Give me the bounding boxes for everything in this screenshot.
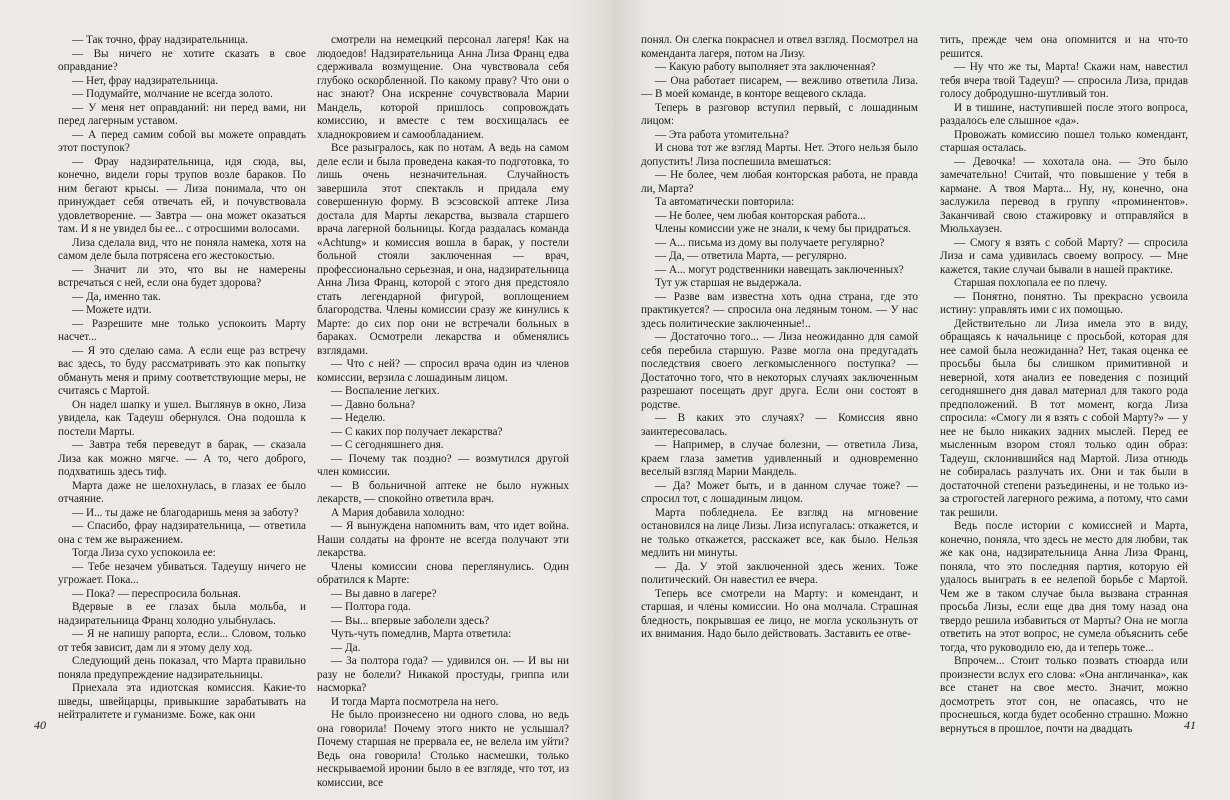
paragraph: — У меня нет оправданий: ни перед вами, ни перед лагерным уставом. (58, 101, 306, 127)
page-number-left: 40 (34, 718, 46, 732)
paragraph: Вдервые в ее глазах была мольба, и надзирательница Франц холодно улыбнулась. (58, 601, 306, 627)
paragraph: — В каких это случаях? — Комиссия явно заинтересовалась. (641, 412, 918, 438)
paragraph: — Не более, чем любая конторская работа, не правда ли, Марта? (641, 169, 918, 195)
paragraph: Он надел шапку и ушел. Выглянув в окно, Лиза увидела, как Тадеуш обернулся. Она подошла к постели Марты. (58, 398, 306, 438)
paragraph: Провожать комиссию пошел только комендант, старшая осталась. (940, 128, 1188, 154)
paragraph: — Воспаление легких. (331, 385, 440, 397)
paragraph: — Неделю. (331, 412, 386, 424)
paragraph: Тут уж старшая не выдержала. (655, 277, 802, 289)
paragraph: — А... могут родственники навещать заключенных? (655, 263, 904, 276)
paragraph: — Например, в случае болезни, — ответила Лиза, краем глаза заметив удивленный и одновременно веселый взгляд Марии Мандель. (641, 439, 918, 478)
paragraph: — Так точно, фрау надзирательница. (72, 34, 248, 46)
paragraph: — Вы... впервые заболели здесь? (331, 614, 490, 627)
paragraph: — За полтора года? — удивился он. — И вы ни разу не болели? Никакой простуды, гриппа или насморка? (317, 655, 569, 694)
paragraph: — А перед самим собой вы можете оправдать этот поступок? (58, 128, 306, 154)
paragraph: — И... ты даже не благодаришь меня за заботу? (72, 506, 299, 519)
paragraph: — Понятно, понятно. Ты прекрасно усвоила истину: управлять ими с их помощью. (940, 290, 1188, 316)
paragraph: — Завтра тебя переведут в барак, — сказала Лиза как можно мягче. — А то, чего доброго, подхватишь здесь тиф. (58, 439, 306, 478)
paragraph: И снова тот же взгляд Марты. Нет. Этого нельзя было допустить! Лиза поспешила вмешаться: (641, 142, 918, 168)
paragraph: — Да, — ответила Марта, — регулярно. (655, 250, 847, 262)
paragraph: И тогда Марта посмотрела на него. (331, 695, 499, 708)
paragraph: Старшая похлопала ее по плечу. (954, 277, 1108, 289)
paragraph: — Вы давно в лагере? (331, 587, 437, 600)
paragraph: — Полтора года. (331, 601, 411, 613)
paragraph: — Разве вам известна хоть одна страна, где это практикуется? — спросила она ледяным тоном. — У нас здесь политические заключенные!.. (641, 290, 918, 330)
paragraph: — Я это сделаю сама. А если еще раз встречу вас здесь, то буду рассматривать это как попытку обмануть меня и приму соответствующие меры, не считаясь с Мартой. (58, 344, 306, 397)
paragraph: Марта даже не шелохнулась, в глазах ее было отчаяние. (58, 479, 306, 505)
paragraph: — Пока? — переспросила больная. (72, 587, 241, 600)
paragraph: А Мария добавила холодно: (331, 506, 465, 519)
paragraph: Марта побледнела. Ее взгляд на мгновение остановился на лице Лизы. Лиза испугалась: откажется, и не только откажется, расскажет все, как было. Нельзя медлить ни минуты. (641, 506, 918, 559)
paragraph: — Да? Может быть, и в данном случае тоже? — спросил тот, с лошадиным лицом. (641, 479, 918, 505)
paragraph: Лиза сделала вид, что не поняла намека, хотя на самом деле была потрясена его жестокостью. (58, 236, 306, 262)
paragraph: — Нет, фрау надзирательница. (72, 74, 219, 87)
paragraph: тить, прежде чем она опомнится и на что-то решится. (940, 34, 1188, 60)
paragraph: — Да. У этой заключенной здесь жених. Тоже политический. Он навестил ее вчера. (641, 560, 918, 586)
paragraph: смотрели на немецкий персонал лагеря! Как на людоедов! Надзирательница Анна Лиза Франц едва сдерживала возмущение. Она чувствовала себя глубоко оскорбленной. По какому праву? Что они о нас знают? Она искренне сочувствовала Марии Мандель, которой пришлось сопровождать комиссию, и вместе с тем восхищалась ее хладнокровием и самообладанием. (317, 34, 569, 141)
right-page (613, 0, 1230, 800)
paragraph: — Ну что же ты, Марта! Скажи нам, навестил тебя вчера твой Тадеуш? — спросила Лиза, придав голосу добродушно-шутливый тон. (940, 61, 1188, 100)
left-column-2 (317, 34, 569, 789)
paragraph: — Подумайте, молчание не всегда золото. (72, 88, 273, 100)
paragraph: — А... письма из дому вы получаете регулярно? (655, 236, 885, 249)
right-column-1 (641, 34, 918, 724)
paragraph: — Спасибо, фрау надзирательница, — ответила она с тем же выражением. (58, 520, 306, 546)
left-page (0, 0, 613, 800)
paragraph: — Фрау надзирательница, идя сюда, вы, конечно, видели горы трупов возле бараков. По ним бегают крысы. — Лиза понимала, что он принуждает себя отвечать ей, и почувствовала удовлетворение. — Завтра — она может оказаться там. И я не увидел бы ее... с отросшими волосами. (58, 155, 306, 235)
page-number-right: 41 (1184, 718, 1196, 732)
paragraph: Действительно ли Лиза имела это в виду, обращаясь к начальнице с просьбой, которая для нее самой была неожиданна? Нет, такая оценка ее просьбы была бы слишком примитивной и неверной, хотя анализ ее поведения с позиций сегодняшнего дня давал материал для такого рода предположений. В тот момент, когда Лиза спросила: «Смогу ли я взять с собой Марту?» — у нее не было никаких задних мыслей. Перед ее мысленным взором стоял только один образ: Тадеуш, склонившийся над Мартой. Лиза отнюдь не собиралась разлучать их. Они и так были в достаточной степени разъединены, и не только из-за строгостей лагерного режима, а потому, что сами так решили. (940, 317, 1188, 519)
paragraph: — Давно больна? (331, 398, 415, 411)
paragraph: Все разыгралось, как по нотам. А ведь на самом деле если и была проведена какая-то подготовка, то лишь очень незначительная. Случайность завершила этот спектакль и придала ему совершенную форму. В эсэсовской аптеке Лиза достала для Марты лекарства, вызвала старшего врача лагерной больницы. Когда раздалась команда «Achtung» и комиссия вошла в барак, у постели больной стояли заключенная — врач, профессионально серьезная, и она, надзирательница Анна Лиза Франц, которой с этого дня предстояло стать легендарной фигурой, воплощением благородства. Члены комиссии сразу же кинулись к Марте: до сих пор они не встречали больных в бараках. Осмотрели лекарства и обменялись взглядами. (317, 142, 569, 357)
paragraph: — Эта работа утомительна? (655, 128, 789, 141)
paragraph: — В больничной аптеке не было нужных лекарств, — спокойно ответила врач. (317, 479, 569, 505)
paragraph: — Что с ней? — спросил врача один из членов комиссии, верзила с лошадиным лицом. (317, 358, 569, 384)
paragraph: Не было произнесено ни одного слова, но ведь она говорила! Почему этого никто не услышал? Почему старшая не прервала ее, не велела им уйти? Ведь она говорила! Столько насмешки, только нескрываемой иронии было в ее взгляде, что тот, из комиссии, все (317, 709, 569, 789)
paragraph: — Можете идти. (72, 304, 152, 316)
paragraph: Члены комиссии уже не знали, к чему бы придраться. (655, 223, 912, 235)
paragraph: — Девочка! — хохотала она. — Это было замечательно! Считай, что повышение у тебя в кармане. А твоя Марта... Ну, ну, конечно, она заслужила перевод в группу «проминентов». Заканчивай свою стажировку и отправляйся в Мюльхаузен. (940, 155, 1188, 235)
paragraph: — Я не напишу рапорта, если... Словом, только от тебя зависит, дам ли я этому делу ход. (58, 628, 306, 654)
paragraph: Та автоматически повторила: (655, 196, 795, 208)
paragraph: понял. Он слегка покраснел и отвел взгляд. Посмотрел на коменданта лагеря, потом на Лизу. (641, 34, 918, 60)
paragraph: — Достаточно того... — Лиза неожиданно для самой себя перебила старшую. Разве могла она предугадать последствия своего легкомысленного поступка? — Достаточно того, что в некоторых случаях заключенным разрешают посещать друг друга. Если они состоят в родстве. (641, 331, 918, 411)
paragraph: — Значит ли это, что вы не намерены встречаться с ней, если она будет здорова? (58, 263, 306, 289)
paragraph: Члены комиссии снова переглянулись. Один обратился к Марте: (317, 560, 569, 586)
paragraph: Приехала эта идиотская комиссия. Какие-то шведы, швейцарцы, привыкшие зарабатывать на нейтралитете и гуманизме. Боже, как они (58, 682, 306, 721)
paragraph: — Почему так поздно? — возмутился другой член комиссии. (317, 452, 569, 478)
paragraph: — Разрешите мне только успокоить Марту насчет... (58, 317, 306, 343)
right-column-2 (940, 34, 1188, 735)
paragraph: И в тишине, наступившей после этого вопроса, раздалось еле слышное «да». (940, 101, 1188, 127)
paragraph: Тогда Лиза сухо успокоила ее: (72, 547, 216, 559)
paragraph: Теперь в разговор вступил первый, с лошадиным лицом: (641, 101, 918, 127)
paragraph: Чуть-чуть помедлив, Марта ответила: (331, 628, 512, 640)
paragraph: — Да. (331, 641, 361, 654)
paragraph: — С сегодняшнего дня. (331, 439, 444, 451)
paragraph: Теперь все смотрели на Марту: и комендант, и старшая, и члены комиссии. Но она молчала. Страшная бледность, покрывшая ее лицо, не могла ускользнуть от их внимания. Надо было действовать. Заставить ее отве- (641, 587, 918, 640)
paragraph: Следующий день показал, что Марта правильно поняла предупреждение надзирательницы. (58, 655, 306, 681)
paragraph: — Я вынуждена напомнить вам, что идет война. Наши солдаты на фронте не всегда получают эти лекарства. (317, 520, 569, 559)
paragraph: — Да, именно так. (72, 290, 161, 303)
paragraph: — Какую работу выполняет эта заключенная? (655, 61, 876, 73)
paragraph: Впрочем... Стоит только позвать стюарда или произнести вслух его слова: «Она англичанка», как все станет на свое место. Значит, можно досмотреть этот сон, не опасаясь, что не проснешься, когда будет особенно страшно. Можно вернуться в прошлое, почти на двадцать (940, 655, 1188, 735)
paragraph: — Не более, чем любая конторская работа... (655, 209, 866, 222)
paragraph: — Тебе незачем убиваться. Тадеушу ничего не угрожает. Пока... (58, 560, 306, 586)
paragraph: — Она работает писарем, — вежливо ответила Лиза. — В моей команде, в конторе вещевого склада. (641, 74, 918, 100)
paragraph: Ведь после истории с комиссией и Марта, конечно, поняла, что здесь не место для любви, так же как она, надзирательница Анна Лиза Франц, поняла, что это последняя партия, которую ей удалось выиграть в ее нелепой борьбе с Мартой. Чем же в таком случае была вызвана странная просьба Лизы, если еще два дня тому назад она твердо решила избавиться от Марты? Она не могла ответить на этот вопрос, не сумела объяснить себе тогда, что руководило ею, да и теперь тоже... (940, 520, 1188, 654)
paragraph: — Вы ничего не хотите сказать в свое оправдание? (58, 47, 306, 73)
paragraph: — С каких пор получает лекарства? (331, 425, 503, 438)
left-column-1 (58, 34, 306, 721)
paragraph: — Смогу я взять с собой Марту? — спросила Лиза и сама удивилась своему вопросу. — Мне кажется, такие случаи бывали в нашей практике. (940, 236, 1188, 276)
